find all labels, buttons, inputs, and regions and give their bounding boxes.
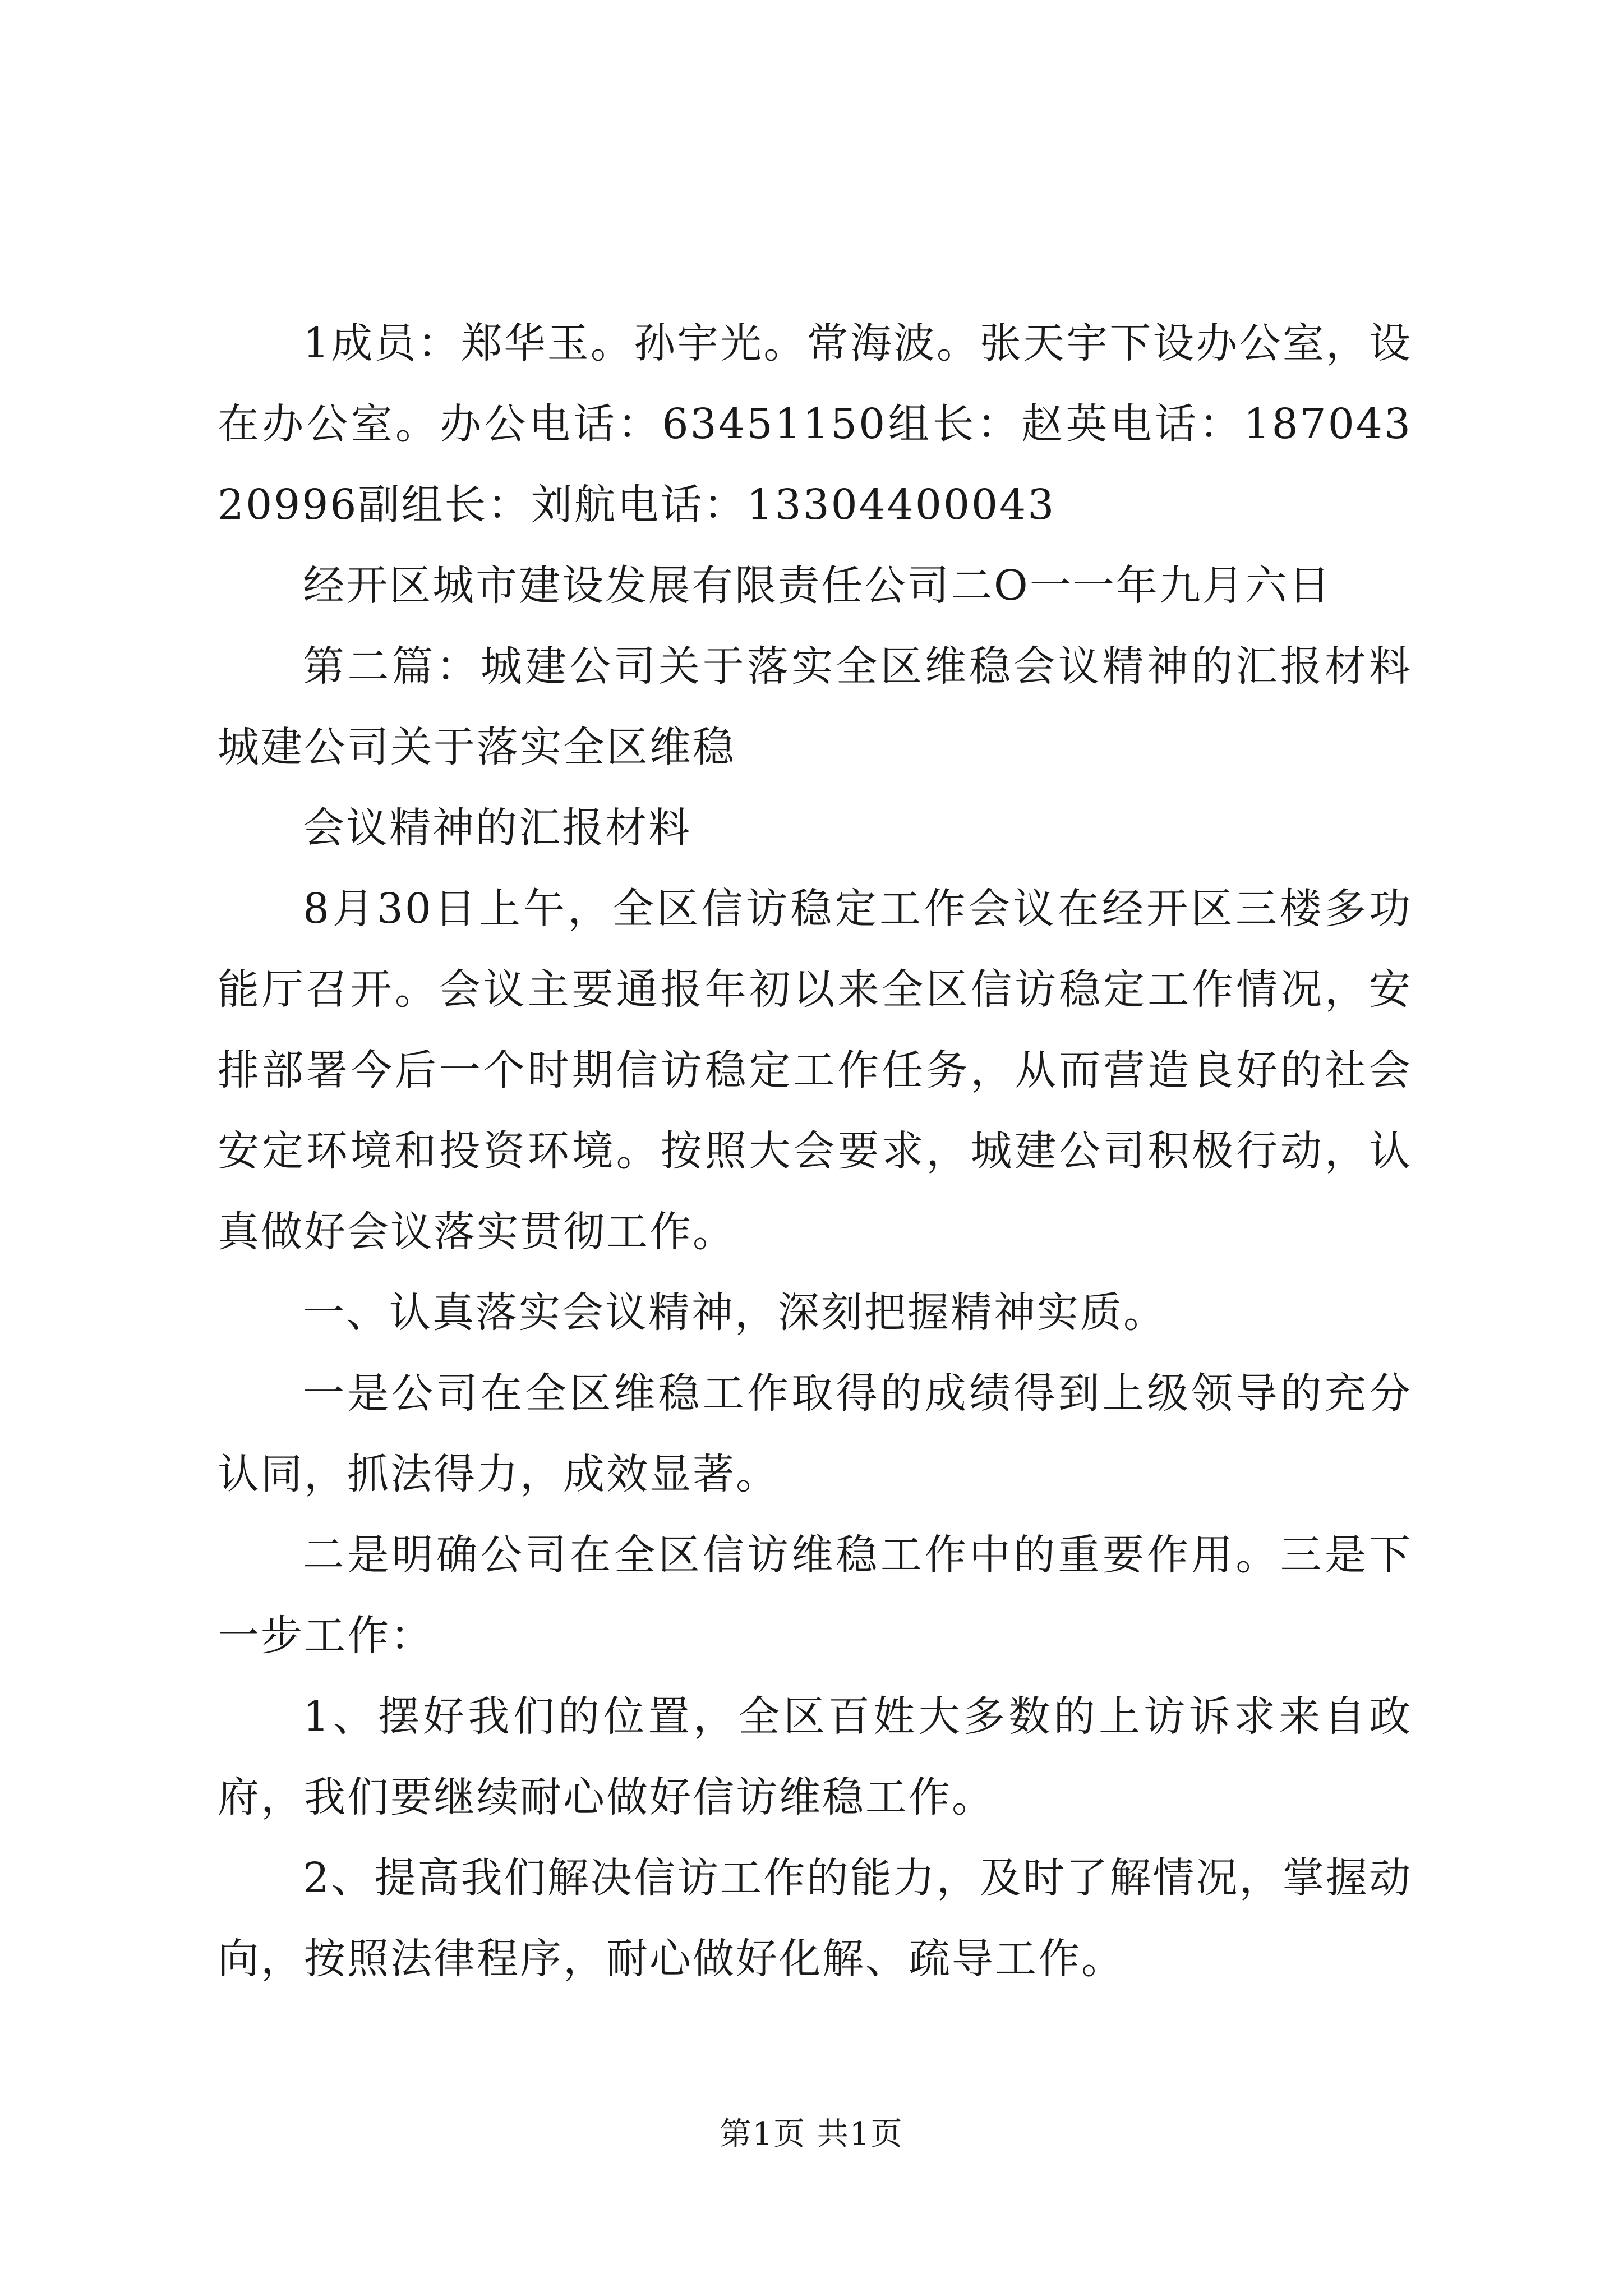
paragraph-item-one: 1、摆好我们的位置，全区百姓大多数的上访诉求来自政府，我们要继续耐心做好信访维稳工作。 — [218, 1692, 1412, 1821]
paragraph-members: 1成员：郑华玉。孙宇光。常海波。张天宇下设办公室，设在办公室。办公电话：63451150组长：赵英电话：18704320996副组长：刘航电话：13304400043 — [218, 319, 1412, 529]
paragraph-item-two: 2、提高我们解决信访工作的能力，及时了解情况，掌握动向，按照法律程序，耐心做好化解、疏导工作。 — [218, 1854, 1412, 1983]
paragraph-point-two: 二是明确公司在全区信访维稳工作中的重要作用。三是下一步工作： — [218, 1531, 1412, 1660]
paragraph-point-one: 一是公司在全区维稳工作取得的成绩得到上级领导的充分认同，抓法得力，成效显著。 — [218, 1369, 1412, 1498]
document-body — [218, 303, 1412, 1999]
paragraph-signature-date: 经开区城市建设发展有限责任公司二O一一年九月六日 — [303, 562, 1332, 610]
paragraph-second-title: 第二篇：城建公司关于落实全区维稳会议精神的汇报材料城建公司关于落实全区维稳 — [218, 642, 1412, 771]
paragraph-meeting-summary: 8月30日上午，全区信访稳定工作会议在经开区三楼多功能厅召开。会议主要通报年初以来全区信访稳定工作情况，安排部署今后一个时期信访稳定工作任务，从而营造良好的社会安定环境和投资环境。按照大会要求，城建公司积极行动，认真做好会议落实贯彻工作。 — [218, 885, 1412, 1256]
paragraph-title-continued: 会议精神的汇报材料 — [303, 804, 691, 852]
page-footer: 第1页 共1页 — [720, 2116, 903, 2152]
paragraph-section-heading: 一、认真落实会议精神，深刻把握精神实质。 — [303, 1289, 1166, 1337]
